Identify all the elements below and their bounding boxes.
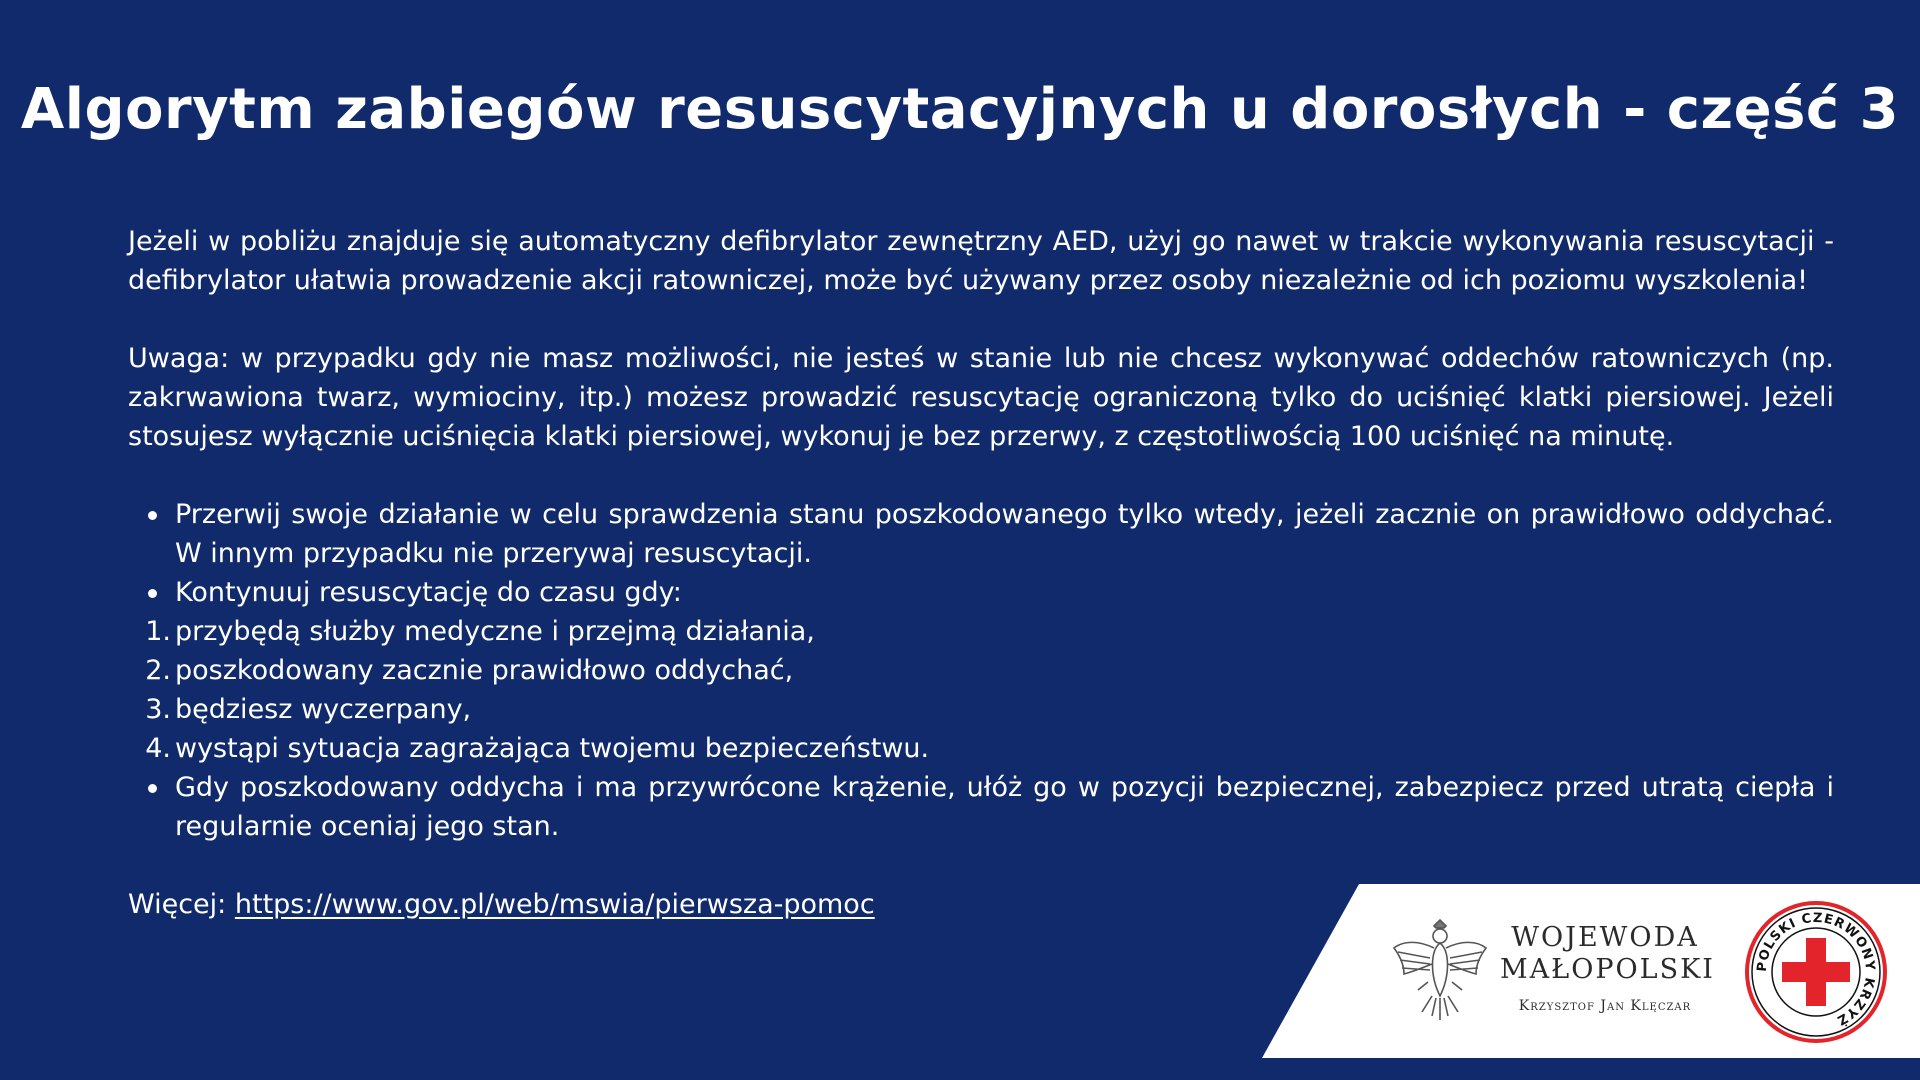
numbered-item: [128, 612, 1834, 651]
main-content: [128, 222, 1834, 924]
numbered-item: [128, 651, 1834, 690]
list-item: [128, 768, 1834, 846]
wojewoda-title: WOJEWODA: [1511, 922, 1699, 953]
spacer: [128, 300, 1834, 339]
list-item-text: Przerwij swoje działanie w celu sprawdzenia stanu poszkodowanego tylko wtedy, jeżeli zacznie on prawidłowo oddychać. W innym przypadku nie przerywaj resuscytacji.: [175, 499, 1834, 569]
item-number: 3.: [145, 694, 171, 725]
more-link[interactable]: https://www.gov.pl/web/mswia/pierwsza-pomoc: [234, 889, 875, 920]
list-item-text: Gdy poszkodowany oddycha i ma przywrócone krążenie, ułóż go w pozycji bezpiecznej, zabezpiecz przed utratą ciepła i regularnie oceniaj jego stan.: [175, 772, 1834, 842]
spacer: [128, 846, 1834, 885]
list-item: [128, 495, 1834, 573]
pck-text: POLSKI CZERWONY KRZYŻ: [1754, 910, 1878, 1028]
numbered-item-text: poszkodowany zacznie prawidłowo oddychać,: [175, 655, 794, 686]
wojewoda-logo-text: [1500, 922, 1715, 1014]
eagle-emblem-icon: [1390, 916, 1490, 1026]
bullet-icon: [128, 495, 175, 534]
list-item-text: Kontynuuj resuscytację do czasu gdy:: [175, 577, 682, 608]
bullet-icon: [128, 573, 175, 612]
red-cross-logo-icon: [1744, 900, 1888, 1044]
paragraph-note: Uwaga: w przypadku gdy nie masz możliwości, nie jesteś w stanie lub nie chcesz wykonywać oddechów ratowniczych (np. zakrwawiona twarz, wymiociny, itp.) możesz prowadzić resuscytację ograniczoną tylko do uciśnięć klatki piersiowej. Jeżeli stosujesz wyłącznie uciśnięcia klatki piersiowej, wykonuj je bez przerwy, z częstotliwością 100 uciśnięć na minutę.: [128, 343, 1834, 452]
more-label: Więcej:: [128, 889, 227, 920]
bullet-icon: [128, 768, 175, 807]
page-title: Algorytm zabiegów resuscytacyjnych u dorosłych - część 3: [20, 77, 1900, 142]
numbered-item-text: wystąpi sytuacja zagrażająca twojemu bezpieczeństwu.: [175, 733, 930, 764]
paragraph-aed: Jeżeli w pobliżu znajduje się automatyczny defibrylator zewnętrzny AED, użyj go nawet w trakcie wykonywania resuscytacji - defibrylator ułatwia prowadzenie akcji ratowniczej, może być używany przez osoby niezależnie od ich poziomu wyszkolenia!: [128, 226, 1834, 296]
numbered-item: [128, 690, 1834, 729]
wojewoda-region: MAŁOPOLSKI: [1500, 954, 1715, 985]
item-number: 1.: [145, 616, 171, 647]
wojewoda-name: Krzysztof Jan Klęczar: [1518, 998, 1692, 1014]
list-item: [128, 573, 1834, 612]
numbered-item-text: będziesz wyczerpany,: [175, 694, 472, 725]
item-number: 4.: [145, 733, 171, 764]
numbered-item-text: przybędą służby medyczne i przejmą działania,: [175, 616, 815, 647]
numbered-item: [128, 729, 1834, 768]
item-number: 2.: [145, 655, 171, 686]
spacer: [128, 456, 1834, 495]
